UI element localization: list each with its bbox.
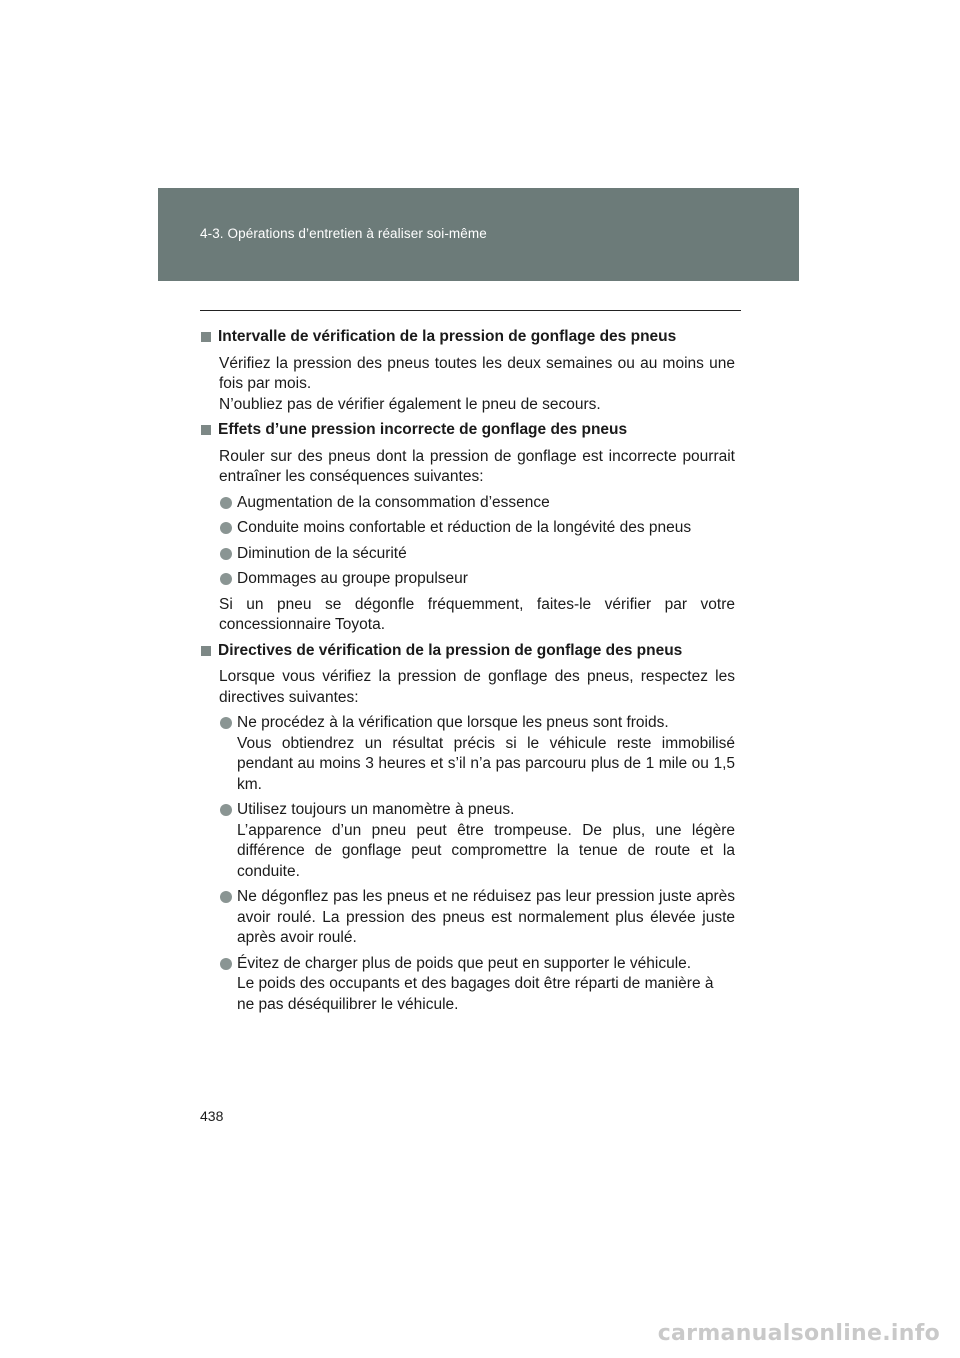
page-content <box>200 327 735 1020</box>
list-item: Diminution de la sécurité <box>219 544 735 565</box>
paragraph: Si un pneu se dégonfle fréquemment, faites-le vérifier par votre concessionnaire Toyota. <box>219 595 735 633</box>
circle-bullet-icon <box>220 958 232 970</box>
paragraph: Vérifiez la pression des pneus toutes les deux semaines ou au moins une fois par mois. N’oubliez pas de vérifier également le pneu de secours. <box>219 354 735 413</box>
list-item: Conduite moins confortable et réduction de la longévité des pneus <box>219 518 735 539</box>
circle-bullet-icon <box>220 891 232 903</box>
chapter-header-bar <box>158 188 799 281</box>
square-bullet-icon <box>201 425 211 435</box>
circle-bullet-icon <box>220 548 232 560</box>
paragraph: Lorsque vous vérifiez la pression de gonflage des pneus, respectez les directives suivantes: <box>219 668 735 706</box>
circle-bullet-icon <box>220 804 232 816</box>
chapter-title: 4-3. Opérations d’entretien à réaliser soi-même <box>200 226 487 241</box>
list-item: Ne procédez à la vérification que lorsque les pneus sont froids. Vous obtiendrez un résultat précis si le véhicule reste immobilisé pendant au moins 3 heures et s’il n’a pas parcouru plus de 1 mile ou 1,5 km. <box>219 713 735 795</box>
paragraph: Rouler sur des pneus dont la pression de gonflage est incorrecte pourrait entraîner les conséquences suivantes: <box>219 447 735 485</box>
section-heading: Intervalle de vérification de la pression de gonflage des pneus <box>200 327 735 348</box>
section-heading: Effets d’une pression incorrecte de gonflage des pneus <box>200 420 735 441</box>
section-incorrect-pressure-effects <box>200 420 735 636</box>
square-bullet-icon <box>201 646 211 656</box>
watermark: carmanualsonline.info <box>657 1321 940 1346</box>
circle-bullet-icon <box>220 573 232 585</box>
section-divider <box>200 310 741 311</box>
square-bullet-icon <box>201 332 211 342</box>
section-check-guidelines <box>200 641 735 1016</box>
list-item: Évitez de charger plus de poids que peut en supporter le véhicule. Le poids des occupants et des bagages doit être réparti de manière à ne pas déséquilibrer le véhicule. <box>219 954 735 1016</box>
list-item: Utilisez toujours un manomètre à pneus. L’apparence d’un pneu peut être trompeuse. De plus, une légère différence de gonflage peut compromettre la tenue de route et la conduite. <box>219 800 735 882</box>
section-heading: Directives de vérification de la pression de gonflage des pneus <box>200 641 735 662</box>
page-number: 438 <box>200 1108 224 1124</box>
list-item: Augmentation de la consommation d’essence <box>219 493 735 514</box>
section-check-interval <box>200 327 735 415</box>
circle-bullet-icon <box>220 717 232 729</box>
circle-bullet-icon <box>220 522 232 534</box>
circle-bullet-icon <box>220 497 232 509</box>
list-item: Dommages au groupe propulseur <box>219 569 735 590</box>
list-item: Ne dégonflez pas les pneus et ne réduisez pas leur pression juste après avoir roulé. La pression des pneus est normalement plus élevée juste après avoir roulé. <box>219 887 735 949</box>
